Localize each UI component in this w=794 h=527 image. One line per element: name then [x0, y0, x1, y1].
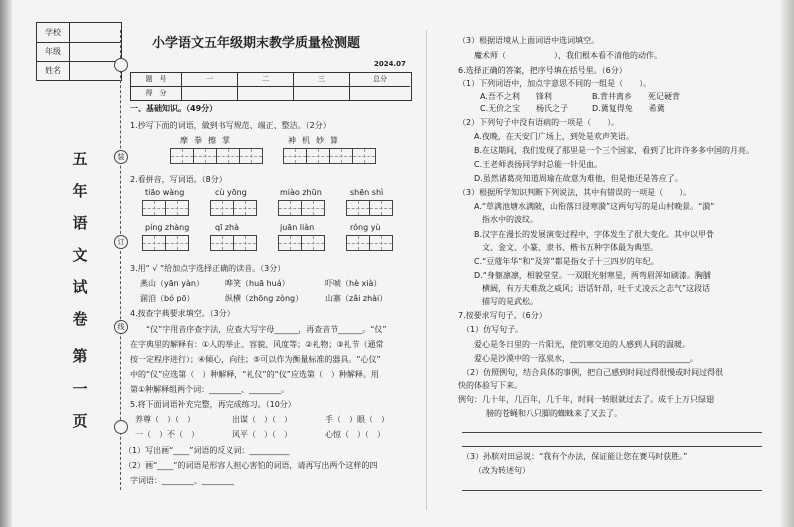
q4-line: “仪”字用音序查字法，应查大写字母______，再查音节______。“仪”: [146, 325, 387, 334]
writing-box[interactable]: [210, 235, 234, 251]
idiom-blank[interactable]: 手（ ）眼（ ）: [325, 415, 389, 424]
page-shadow-right: [780, 0, 794, 527]
writing-box[interactable]: [233, 235, 257, 251]
writing-box[interactable]: [346, 200, 370, 216]
writing-box[interactable]: [352, 148, 376, 164]
q6-option[interactable]: B.在这期间，我们发现了那里是一个三个国家，看到了比许许多多中国的月亮。: [474, 146, 755, 155]
score-header: 题 号: [131, 73, 182, 86]
q5-sub: （1）写出画“____”词语的反义词：__________: [124, 446, 290, 455]
binding-mark: 线: [114, 320, 128, 334]
q6-option-cont: 文、金文、小篆、隶书、楷书五种字体最为典型。: [474, 243, 658, 252]
name-row: [37, 61, 121, 80]
spine-char: 卷: [72, 310, 88, 328]
spine-char: 页: [72, 412, 88, 430]
q5-sub: 字词语：________、________: [130, 476, 234, 485]
writing-box[interactable]: [369, 200, 393, 216]
answer-line[interactable]: [462, 446, 762, 447]
binding-mark: 订: [114, 235, 128, 249]
spine-char: 五: [72, 150, 88, 168]
q7-part: （1）仿写句子。: [462, 325, 524, 334]
writing-box[interactable]: [278, 235, 302, 251]
q3-3-blank[interactable]: 魔术师（ ），我们根本看不清他的动作。: [474, 51, 662, 60]
page-fold: [426, 30, 427, 510]
q6-option[interactable]: C.王老师表扬同学时总能一针见血。: [474, 160, 603, 169]
grade-row: [37, 42, 121, 62]
copy-word: 神机妙算: [288, 136, 344, 145]
pinyin: cù yōng: [215, 188, 247, 197]
spine-char: 年: [72, 182, 88, 200]
writing-box[interactable]: [346, 235, 370, 251]
exam-date: 2024.07: [374, 60, 406, 68]
score-header: 总分: [373, 75, 387, 83]
pinyin: juān liàn: [280, 223, 315, 232]
answer-line[interactable]: [462, 432, 762, 433]
q7-part: （2）仿照例句，结合具体的事例，把自己感到时间过得很慢或时间过得很: [462, 368, 724, 377]
pinyin: miào zhūn: [280, 188, 322, 197]
student-info-box: [36, 22, 122, 81]
q7-example: 例句：几十年，几百年，几千年，时间一转眼就过去了。成千上万只绿翅: [458, 395, 714, 404]
copy-word: 摩拳擦掌: [180, 136, 236, 145]
grade-label: 年级: [37, 42, 70, 61]
score-cell[interactable]: [350, 86, 410, 100]
writing-box[interactable]: [239, 148, 263, 164]
q6-option[interactable]: A.“草满池塘水满陂，山衔落日浸寒漪”这两句写的是山村晚景。“漪”: [474, 202, 715, 211]
binding-hole: [114, 420, 128, 434]
idiom-blank[interactable]: 养尊（ ）（ ）: [135, 415, 195, 424]
score-cell[interactable]: [238, 86, 294, 100]
reading-option[interactable]: 纵横（zhōng zòng）: [225, 294, 304, 303]
writing-box[interactable]: [278, 200, 302, 216]
writing-box[interactable]: [301, 200, 325, 216]
question-6: 6.选择正确的答案，把序号填在括号里。（6分）: [458, 66, 627, 75]
question-3: 3.用“ √ ”给加点字选择正确的读音。（3分）: [130, 264, 286, 273]
q6-option[interactable]: D.虽然诸葛亮知道周瑜在故意为难他，但是他还是答应了。: [474, 174, 683, 183]
q6-part: （3）根据所学知识判断下列说法，其中有错误的一项是（ ）。: [458, 188, 692, 197]
q4-line: 在字典里的解释有：①人的举止、容貌、风度等；②礼物；③礼节（通常: [130, 340, 384, 349]
q4-line: 按一定程序进行）；④倾心，向往；⑤可以作为衡量标准的器具。“心仪”: [130, 355, 381, 364]
q3-3: （3）根据语境从上面词语中选词填空。: [458, 36, 600, 45]
q6-part: （1）下列词语中，加点字意思不同的一组是（ ）。: [458, 79, 652, 88]
reading-option[interactable]: 燕山（yān yàn）: [140, 279, 204, 288]
q7-example-cont: 膀的苍蝇和八只脚的蜘蛛来了又去了。: [486, 409, 622, 418]
reading-option[interactable]: 哗笑（huā huá）: [225, 279, 290, 288]
question-5: 5.将下面词语补充完整，再完成练习。（10分）: [130, 400, 296, 409]
idiom-blank[interactable]: 心惊（ ）（ ）: [325, 430, 385, 439]
school-label: 学校: [37, 23, 70, 42]
q6-option[interactable]: A.吾不之利 锋利: [480, 92, 552, 101]
pinyin: shēn shì: [350, 188, 384, 197]
binding-hole: [114, 58, 128, 72]
spine-char: 试: [72, 278, 88, 296]
q6-option[interactable]: D.冀复得兔 希冀: [592, 104, 665, 113]
idiom-blank[interactable]: 出谋（ ）（ ）: [232, 415, 292, 424]
writing-box[interactable]: [142, 200, 166, 216]
score-cell[interactable]: [182, 86, 238, 100]
reading-option[interactable]: 吓唬（hè xià）: [325, 279, 382, 288]
writing-box[interactable]: [283, 148, 307, 164]
q6-option-cont: 指水中的波纹。: [474, 215, 538, 224]
q7-blank[interactable]: 爱心是沙漠中的一泓泉水，______________________________。: [474, 354, 698, 363]
question-1: 1.抄写下面的词语，做到书写规范、端正、整洁。（2分）: [130, 121, 331, 130]
q6-option[interactable]: C.无价之宝 杨氏之子: [480, 104, 569, 113]
q7-example: 爱心是冬日里的一片阳光，使饥寒交迫的人感到人间的温暖。: [474, 340, 690, 349]
q7-instruction: （改为转述句）: [474, 466, 530, 475]
idiom-blank[interactable]: 一（ ）不（ ）: [135, 430, 199, 439]
score-header: 三: [294, 73, 350, 86]
q6-part: （2）下列句子中没有语病的一项是（ ）。: [458, 118, 620, 127]
pinyin: róng yù: [350, 223, 381, 232]
pinyin: tiāo wàng: [145, 188, 185, 197]
question-7: 7.按要求写句子。（6分）: [458, 311, 547, 320]
score-header: 二: [238, 73, 294, 86]
q7-part: （3）孙膑对田忌说：“我有个办法，保证能让您在赛马时获胜。”: [462, 452, 688, 461]
writing-box[interactable]: [329, 148, 353, 164]
spine-char: 语: [72, 214, 88, 232]
binding-mark: 装: [114, 150, 128, 164]
q6-option[interactable]: B.背井离乡 死记硬背: [592, 92, 681, 101]
q7-part-cont: 快的体验写下来。: [458, 381, 522, 390]
q6-option[interactable]: D.“身躯凛凛，相貌堂堂。一双眼光射寒星，两弯眉浑如刷漆。胸脯: [474, 271, 711, 280]
writing-box[interactable]: [210, 200, 234, 216]
score-header: 一: [182, 73, 238, 86]
writing-box[interactable]: [142, 235, 166, 251]
question-2: 2.看拼音，写词语。（8分）: [130, 175, 227, 184]
spine-char: 第: [72, 347, 88, 365]
answer-line[interactable]: [462, 490, 762, 491]
writing-box[interactable]: [301, 235, 325, 251]
score-table: [130, 72, 412, 101]
q6-option-cont: 描写的是武松。: [474, 297, 538, 306]
pinyin: píng zhàng: [145, 223, 190, 232]
q6-option[interactable]: A.夜晚，在天安门广场上，到处是欢声笑语。: [474, 132, 634, 141]
section-heading: 一、基础知识。（49分）: [130, 104, 218, 113]
q5-sub: （2）画“____”的词语是形容人担心害怕的词语，请再写出两个这样的四: [124, 461, 378, 470]
writing-box[interactable]: [233, 200, 257, 216]
writing-box[interactable]: [216, 148, 240, 164]
page-title: 小学语文五年级期末教学质量检测题: [152, 36, 361, 51]
q6-option[interactable]: C.“豆蔻年华”和“及笄”都是指女子十三四岁的年纪。: [474, 257, 659, 266]
page-shadow: [0, 0, 12, 527]
question-4: 4.按查字典要求填空。（3分）: [130, 309, 235, 318]
reading-option[interactable]: 湔洎（bó pō）: [140, 294, 195, 303]
writing-box[interactable]: [193, 148, 217, 164]
writing-box[interactable]: [369, 235, 393, 251]
spine-char: 一: [72, 380, 88, 398]
score-cell[interactable]: [294, 86, 350, 100]
writing-box[interactable]: [165, 200, 189, 216]
spine-char: 文: [72, 246, 88, 264]
q4-line: 中的“仪”应选第（ ）种解释，“礼仪”的“仪”应选第（ ）种解释。用: [130, 370, 379, 379]
writing-box[interactable]: [170, 148, 194, 164]
idiom-blank[interactable]: 风平（ ）（ ）: [232, 430, 292, 439]
writing-box[interactable]: [165, 235, 189, 251]
writing-box[interactable]: [306, 148, 330, 164]
score-row-label: 得 分: [131, 86, 182, 100]
q6-option[interactable]: B.汉字在漫长的发展演变过程中，字体发生了很大变化。其中以甲骨: [474, 230, 715, 239]
name-label: 姓名: [37, 61, 70, 80]
pinyin: qī zhà: [215, 223, 240, 232]
q6-option-cont: 横阔，有万夫难敌之威风；语话轩昂，吐千丈凌云之志气”这段话: [474, 284, 711, 293]
q4-line: 第①种解释组两个词：________、________。: [130, 385, 290, 394]
reading-option[interactable]: 山寨（zǎi zhài）: [325, 294, 388, 303]
school-row: [37, 23, 121, 43]
